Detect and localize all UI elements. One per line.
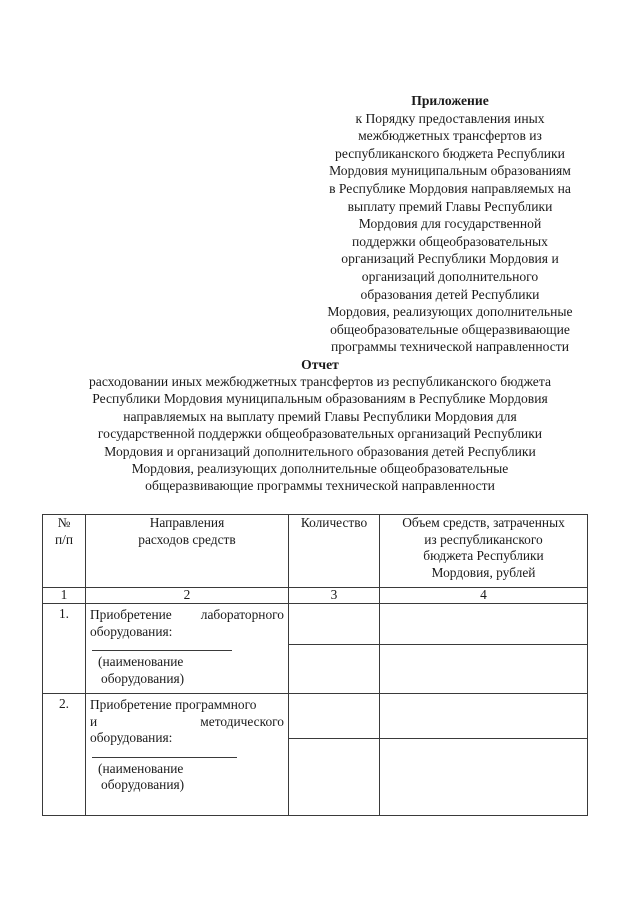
column-number: 4 (380, 588, 588, 604)
volume-cell (380, 604, 588, 645)
appendix-line: образования детей Республики (360, 286, 540, 302)
appendix-line: Мордовия муниципальным образованиям (329, 163, 571, 179)
report-line: Мордовия и организаций дополнительного образования детей Республики (104, 443, 536, 459)
column-number-row (43, 588, 588, 604)
row-desc-word: Приобретение (90, 607, 172, 622)
fill-in-line (92, 747, 237, 758)
report-title: Отчет (301, 357, 339, 372)
row-number: 1. (43, 604, 86, 694)
row-description (86, 604, 289, 694)
header-direction (86, 515, 289, 588)
volume-cell (380, 739, 588, 816)
row-desc-word: и (90, 713, 98, 729)
report-line: направляемых на выплату премий Главы Республики Мордовия для (123, 408, 517, 424)
row-desc-line (90, 714, 284, 731)
row-note-line: оборудования) (101, 777, 185, 793)
row-desc-word: лабораторного (200, 607, 284, 622)
row-note-line: оборудования) (101, 670, 185, 686)
table-row (43, 694, 588, 739)
row-desc-line: оборудования: (90, 730, 173, 746)
row-desc-line (90, 607, 284, 624)
header-num-line: № (57, 515, 71, 530)
appendix-line: организаций дополнительного (361, 268, 539, 284)
table-header-row (43, 515, 588, 588)
appendix-line: Мордовия для государственной (358, 216, 542, 232)
header-num (43, 515, 86, 588)
row-note-line: (наименование (98, 654, 184, 670)
row-description (86, 694, 289, 816)
report-subtitle (20, 373, 620, 495)
header-volume-line: из республиканского (424, 531, 543, 547)
header-volume (380, 515, 588, 588)
header-quantity-line: Количество (300, 515, 368, 530)
header-volume-line: бюджета Республики (423, 548, 544, 564)
row-note-line: (наименование (98, 760, 184, 776)
header-num-line: п/п (54, 531, 74, 547)
appendix-line: к Порядку предоставления иных (355, 110, 545, 126)
appendix-line: программы технической направленности (330, 339, 569, 355)
report-line: общеразвивающие программы технической направленности (145, 478, 495, 494)
row-desc-word: методического (200, 713, 284, 729)
appendix-line: поддержки общеобразовательных (352, 233, 548, 249)
appendix-line: выплату премий Главы Республики (347, 198, 553, 214)
row-desc-line: Приобретение программного (90, 697, 257, 712)
table-row (43, 604, 588, 645)
appendix-line: республиканского бюджета Республики (335, 145, 565, 161)
report-line: государственной поддержки общеобразовательных организаций Республики (97, 426, 543, 442)
quantity-cell (289, 604, 380, 645)
volume-cell (380, 694, 588, 739)
column-number: 3 (289, 588, 380, 604)
appendix-block (300, 92, 600, 356)
header-volume-line: Объем средств, затраченных (402, 515, 565, 530)
appendix-line: Мордовия, реализующих дополнительные (327, 304, 573, 320)
appendix-line: межбюджетных трансфертов из (358, 128, 542, 144)
quantity-cell (289, 645, 380, 694)
appendix-line: организаций Республики Мордовия и (341, 251, 559, 267)
appendix-line: общеобразовательные общеразвивающие (330, 321, 570, 337)
report-table (42, 514, 588, 816)
header-volume-line: Мордовия, рублей (431, 564, 536, 580)
quantity-cell (289, 739, 380, 816)
row-number: 2. (43, 694, 86, 816)
header-direction-line: расходов средств (138, 531, 236, 547)
row-desc-line: оборудования: (90, 623, 173, 639)
fill-in-line (92, 640, 232, 651)
appendix-line: в Республике Мордовия направляемых на (329, 180, 571, 196)
report-line: Мордовия, реализующих дополнительные общеобразовательные (131, 461, 509, 477)
report-line: Республики Мордовия муниципальным образованиям в Республике Мордовия (92, 391, 548, 407)
column-number: 1 (43, 588, 86, 604)
header-quantity (289, 515, 380, 588)
volume-cell (380, 645, 588, 694)
quantity-cell (289, 694, 380, 739)
column-number: 2 (86, 588, 289, 604)
report-line: расходовании иных межбюджетных трансфертов из республиканского бюджета (89, 374, 551, 389)
header-direction-line: Направления (149, 515, 225, 530)
appendix-title: Приложение (411, 93, 489, 108)
